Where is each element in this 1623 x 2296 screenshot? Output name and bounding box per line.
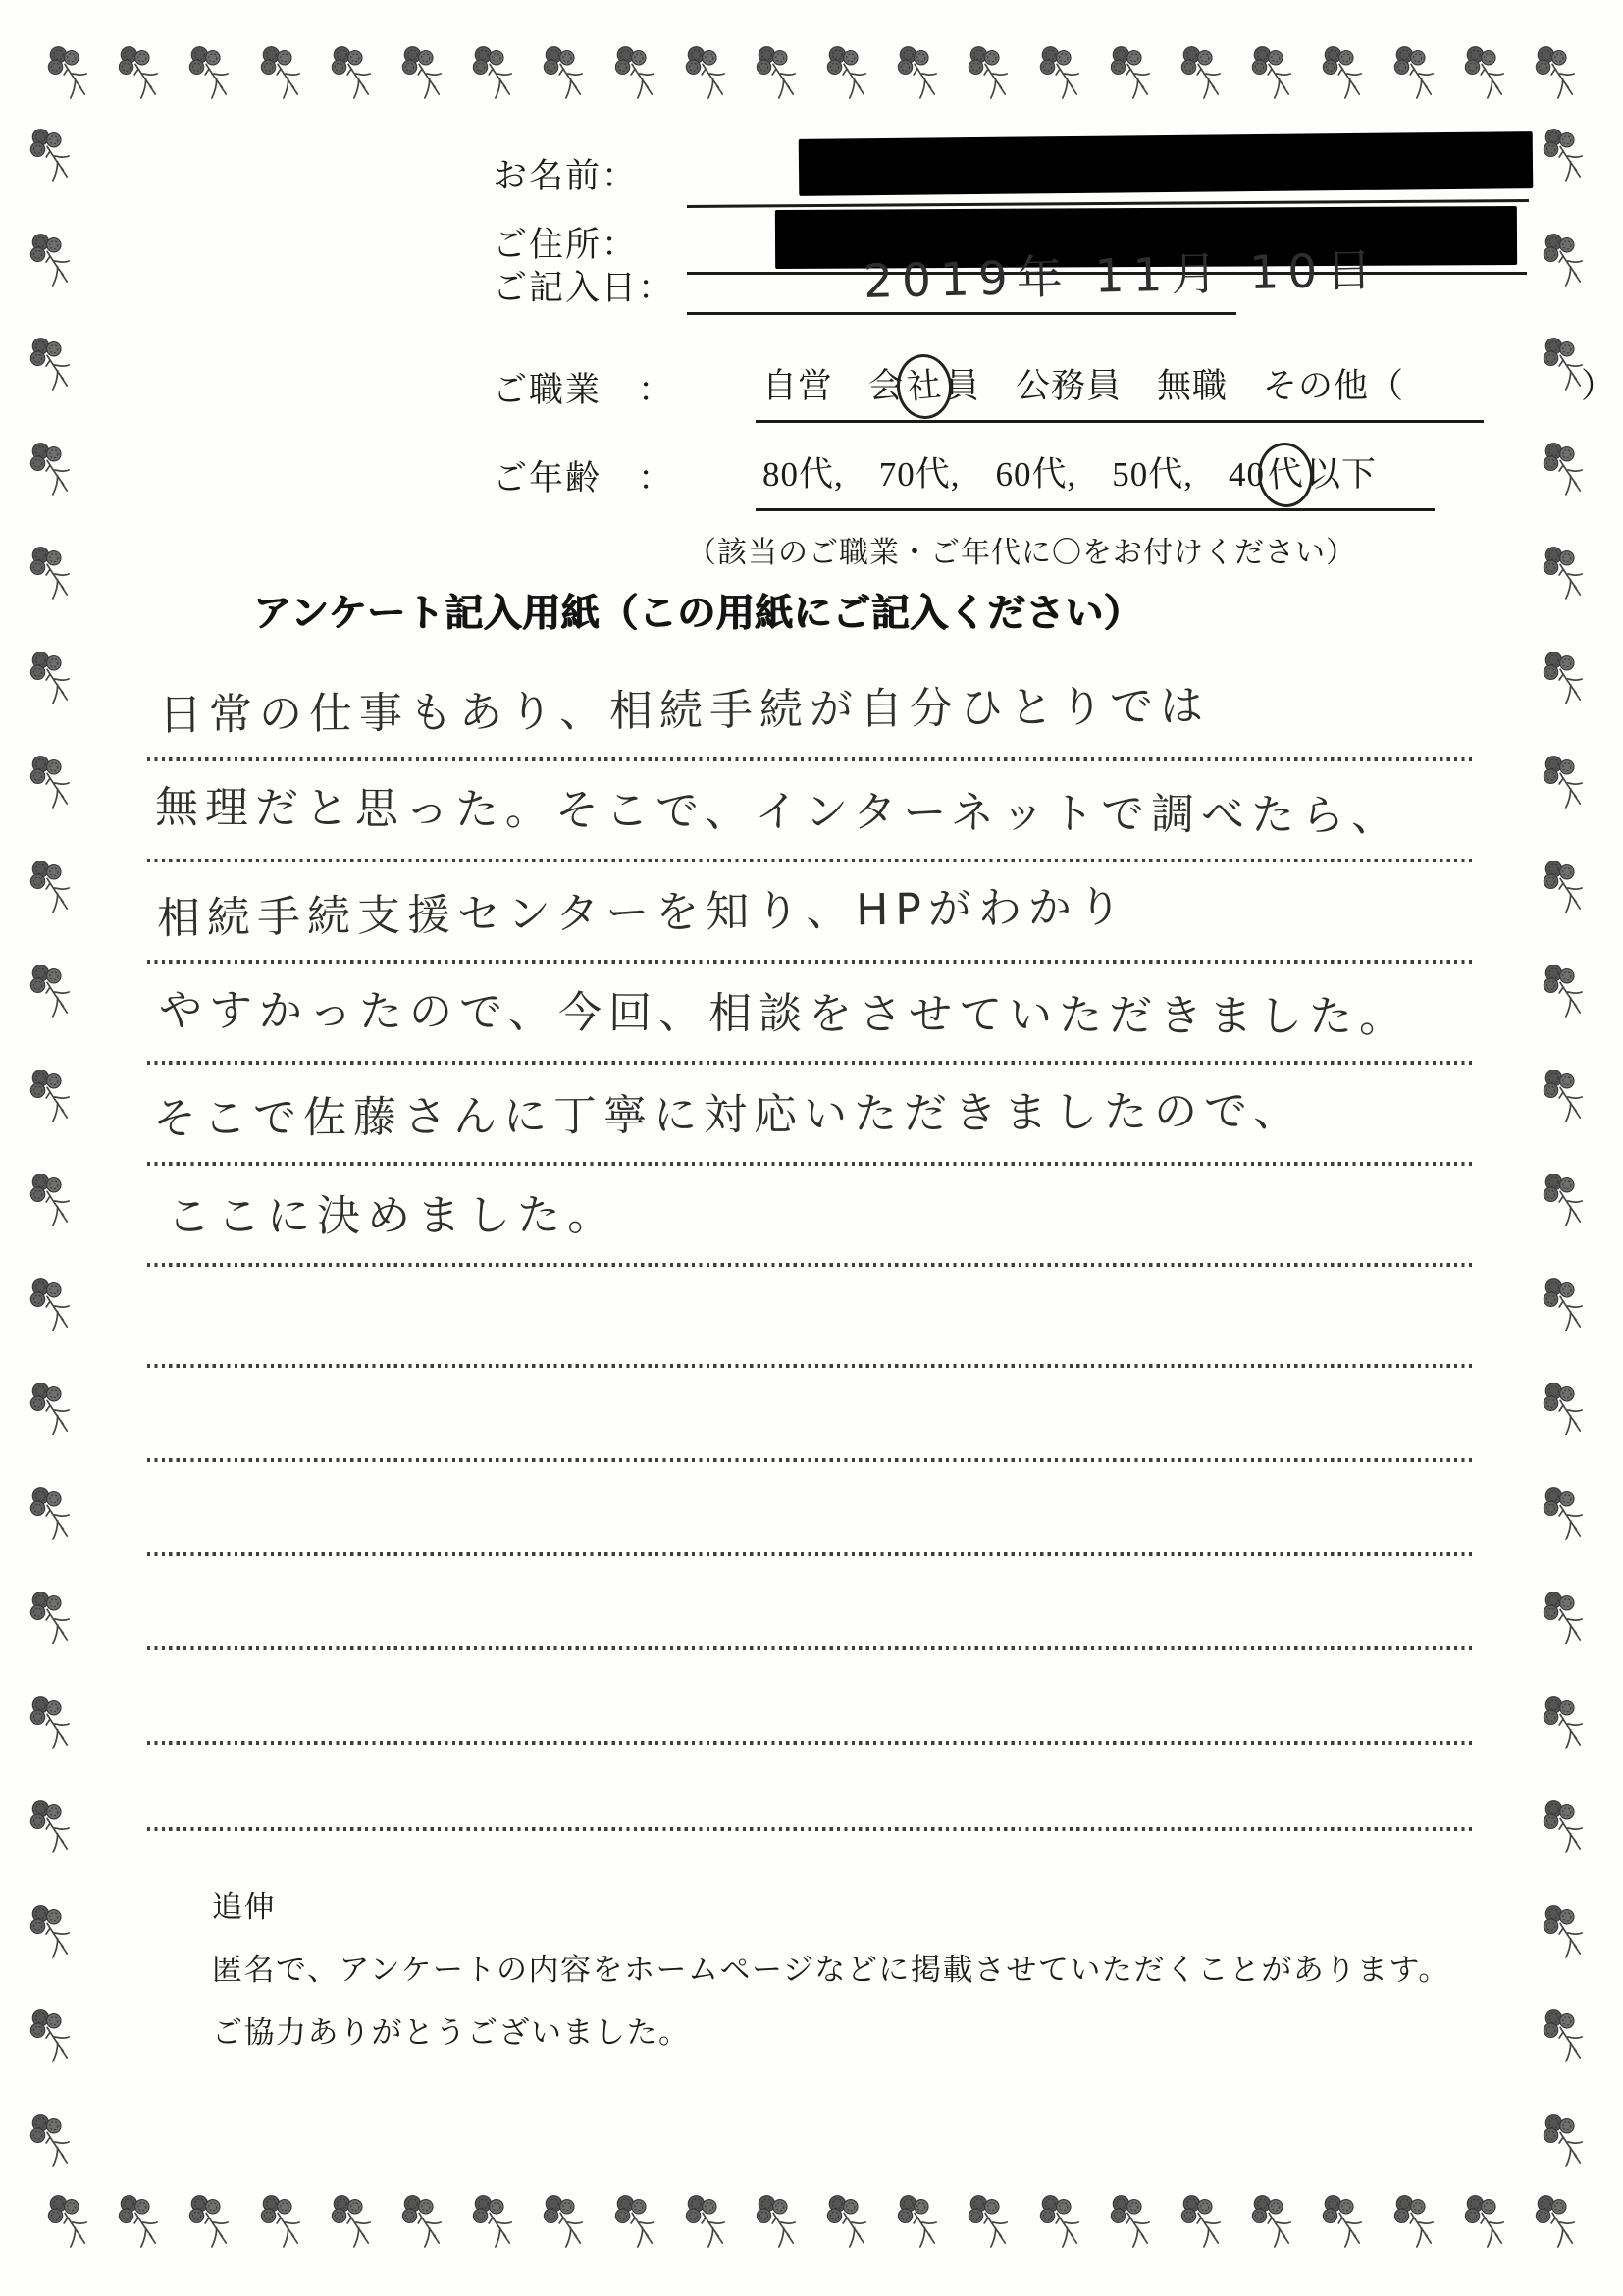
- date-field-label: ご記入日：: [493, 269, 675, 307]
- flower-bouquet-stamp-icon: [612, 2192, 657, 2253]
- flower-bouquet-stamp-icon: [966, 43, 1011, 104]
- flower-bouquet-stamp-icon: [1541, 753, 1586, 813]
- stamp-border-top: [45, 43, 1578, 112]
- answer-line-text: やすかったので、今回、相談をさせていただきました。: [158, 985, 1410, 1043]
- answer-line-rule: [147, 1162, 1474, 1166]
- flower-bouquet-stamp-icon: [1541, 858, 1586, 918]
- flower-bouquet-stamp-icon: [27, 1380, 73, 1440]
- age-options-post: 以下: [1306, 455, 1378, 494]
- flower-bouquet-stamp-icon: [27, 1903, 73, 1963]
- flower-bouquet-stamp-icon: [1249, 43, 1294, 104]
- flower-bouquet-stamp-icon: [470, 2192, 515, 2253]
- answer-line-text: ここに決めました。: [166, 1190, 618, 1242]
- flower-bouquet-stamp-icon: [186, 43, 232, 104]
- flower-bouquet-stamp-icon: [1249, 2192, 1294, 2253]
- flower-bouquet-stamp-icon: [258, 2192, 303, 2253]
- sheet-title: アンケート記入用紙（この用紙にご記入ください）: [253, 593, 1143, 635]
- answer-line-rule: [147, 757, 1474, 761]
- flower-bouquet-stamp-icon: [45, 2192, 90, 2253]
- stamp-border-bottom: [45, 2192, 1578, 2261]
- answer-line-rule: [147, 1263, 1474, 1267]
- flower-bouquet-stamp-icon: [1541, 1798, 1586, 1858]
- flower-bouquet-stamp-icon: [541, 43, 586, 104]
- occupation-options-post: 員 公務員 無職 その他（ ）: [945, 367, 1617, 405]
- age-options-pre: 80代, 70代, 60代, 50代, 40: [762, 455, 1266, 494]
- empty-answer-line-rule: [147, 1827, 1474, 1831]
- flower-bouquet-stamp-icon: [1320, 43, 1365, 104]
- flower-bouquet-stamp-icon: [45, 43, 90, 104]
- empty-answer-line-rule: [147, 1458, 1474, 1462]
- age-field-label: ご年齢 ：: [493, 459, 675, 497]
- flower-bouquet-stamp-icon: [1541, 440, 1586, 500]
- address-field-label: ご住所：: [493, 226, 639, 264]
- flower-bouquet-stamp-icon: [27, 1694, 73, 1754]
- flower-bouquet-stamp-icon: [1533, 2192, 1578, 2253]
- occupation-underline: [756, 420, 1484, 423]
- age-circled-choice: 代: [1255, 441, 1316, 510]
- postscript-label: 追伸: [212, 1890, 276, 1924]
- flower-bouquet-stamp-icon: [27, 231, 73, 291]
- flower-bouquet-stamp-icon: [895, 2192, 940, 2253]
- flower-bouquet-stamp-icon: [824, 43, 869, 104]
- flower-bouquet-stamp-icon: [824, 2192, 869, 2253]
- flower-bouquet-stamp-icon: [754, 43, 799, 104]
- flower-bouquet-stamp-icon: [27, 1276, 73, 1336]
- flower-bouquet-stamp-icon: [683, 2192, 728, 2253]
- flower-bouquet-stamp-icon: [1541, 2112, 1586, 2172]
- flower-bouquet-stamp-icon: [470, 43, 515, 104]
- flower-bouquet-stamp-icon: [1037, 43, 1082, 104]
- flower-bouquet-stamp-icon: [27, 1171, 73, 1231]
- name-field-label: お名前：: [493, 157, 639, 195]
- flower-bouquet-stamp-icon: [1462, 43, 1507, 104]
- empty-answer-line-rule: [147, 1364, 1474, 1368]
- flower-bouquet-stamp-icon: [116, 2192, 161, 2253]
- flower-bouquet-stamp-icon: [27, 753, 73, 813]
- empty-answer-line-rule: [147, 1646, 1474, 1650]
- age-options: [762, 447, 1377, 497]
- answer-line-rule: [147, 960, 1474, 964]
- flower-bouquet-stamp-icon: [754, 2192, 799, 2253]
- flower-bouquet-stamp-icon: [116, 43, 161, 104]
- flower-bouquet-stamp-icon: [1541, 649, 1586, 709]
- flower-bouquet-stamp-icon: [27, 1798, 73, 1858]
- publication-notice: 匿名で、アンケートの内容をホームページなどに掲載させていただくことがあります。: [212, 1953, 1450, 1987]
- flower-bouquet-stamp-icon: [1541, 1171, 1586, 1231]
- flower-bouquet-stamp-icon: [27, 440, 73, 500]
- flower-bouquet-stamp-icon: [258, 43, 303, 104]
- flower-bouquet-stamp-icon: [186, 2192, 232, 2253]
- empty-answer-line-rule: [147, 1741, 1474, 1745]
- stamp-border-left: [27, 126, 90, 2172]
- flower-bouquet-stamp-icon: [27, 1067, 73, 1127]
- answer-line-text: 相続手続支援センターを知り、HPがわかり: [156, 881, 1129, 945]
- flower-bouquet-stamp-icon: [1108, 43, 1153, 104]
- flower-bouquet-stamp-icon: [27, 126, 73, 186]
- flower-bouquet-stamp-icon: [27, 2007, 73, 2067]
- date-field-underline: [687, 312, 1236, 315]
- flower-bouquet-stamp-icon: [1037, 2192, 1082, 2253]
- flower-bouquet-stamp-icon: [27, 649, 73, 709]
- flower-bouquet-stamp-icon: [27, 2112, 73, 2172]
- answer-line-text: 日常の仕事もあり、相続手続が自分ひとりでは: [158, 681, 1211, 741]
- flower-bouquet-stamp-icon: [27, 544, 73, 604]
- circle-instruction-note: （該当のご職業・ご年代に〇をお付けください）: [687, 537, 1356, 569]
- flower-bouquet-stamp-icon: [1541, 1589, 1586, 1649]
- flower-bouquet-stamp-icon: [329, 43, 374, 104]
- answer-line-text: そこで佐藤さんに丁寧に対応いただきましたので、: [152, 1085, 1304, 1145]
- flower-bouquet-stamp-icon: [612, 43, 657, 104]
- flower-bouquet-stamp-icon: [1541, 544, 1586, 604]
- flower-bouquet-stamp-icon: [27, 1485, 73, 1545]
- flower-bouquet-stamp-icon: [1541, 1903, 1586, 1963]
- flower-bouquet-stamp-icon: [1108, 2192, 1153, 2253]
- flower-bouquet-stamp-icon: [329, 2192, 374, 2253]
- occupation-circled-choice: 社: [894, 352, 955, 422]
- flower-bouquet-stamp-icon: [1178, 43, 1224, 104]
- flower-bouquet-stamp-icon: [1541, 2007, 1586, 2067]
- thanks-message: ご協力ありがとうございました。: [212, 2015, 691, 2050]
- flower-bouquet-stamp-icon: [27, 335, 73, 395]
- flower-bouquet-stamp-icon: [1462, 2192, 1507, 2253]
- answer-line-rule: [147, 859, 1474, 862]
- age-underline: [756, 508, 1435, 511]
- occupation-options-pre: 自営 会: [762, 367, 905, 405]
- answer-line-text: 無理だと思った。そこで、インターネットで調べたら、: [154, 782, 1402, 842]
- stamp-border-right: [1541, 126, 1603, 2172]
- flower-bouquet-stamp-icon: [1391, 43, 1437, 104]
- flower-bouquet-stamp-icon: [27, 1589, 73, 1649]
- flower-bouquet-stamp-icon: [1178, 2192, 1224, 2253]
- occupation-field-label: ご職業 ：: [493, 371, 675, 409]
- flower-bouquet-stamp-icon: [27, 962, 73, 1022]
- occupation-options: [762, 359, 1616, 409]
- flower-bouquet-stamp-icon: [1391, 2192, 1437, 2253]
- name-redaction-bar: [799, 131, 1534, 196]
- flower-bouquet-stamp-icon: [1320, 2192, 1365, 2253]
- flower-bouquet-stamp-icon: [399, 43, 445, 104]
- flower-bouquet-stamp-icon: [1533, 43, 1578, 104]
- flower-bouquet-stamp-icon: [1541, 1694, 1586, 1754]
- flower-bouquet-stamp-icon: [27, 858, 73, 918]
- flower-bouquet-stamp-icon: [683, 43, 728, 104]
- flower-bouquet-stamp-icon: [1541, 1067, 1586, 1127]
- flower-bouquet-stamp-icon: [1541, 1380, 1586, 1440]
- flower-bouquet-stamp-icon: [1541, 231, 1586, 291]
- flower-bouquet-stamp-icon: [541, 2192, 586, 2253]
- flower-bouquet-stamp-icon: [1541, 1485, 1586, 1545]
- answer-line-rule: [147, 1061, 1474, 1065]
- flower-bouquet-stamp-icon: [1541, 126, 1586, 186]
- empty-answer-line-rule: [147, 1552, 1474, 1556]
- flower-bouquet-stamp-icon: [399, 2192, 445, 2253]
- flower-bouquet-stamp-icon: [895, 43, 940, 104]
- flower-bouquet-stamp-icon: [966, 2192, 1011, 2253]
- date-handwritten-value: 2019年 11月 10日: [863, 243, 1382, 309]
- flower-bouquet-stamp-icon: [1541, 962, 1586, 1022]
- flower-bouquet-stamp-icon: [1541, 1276, 1586, 1336]
